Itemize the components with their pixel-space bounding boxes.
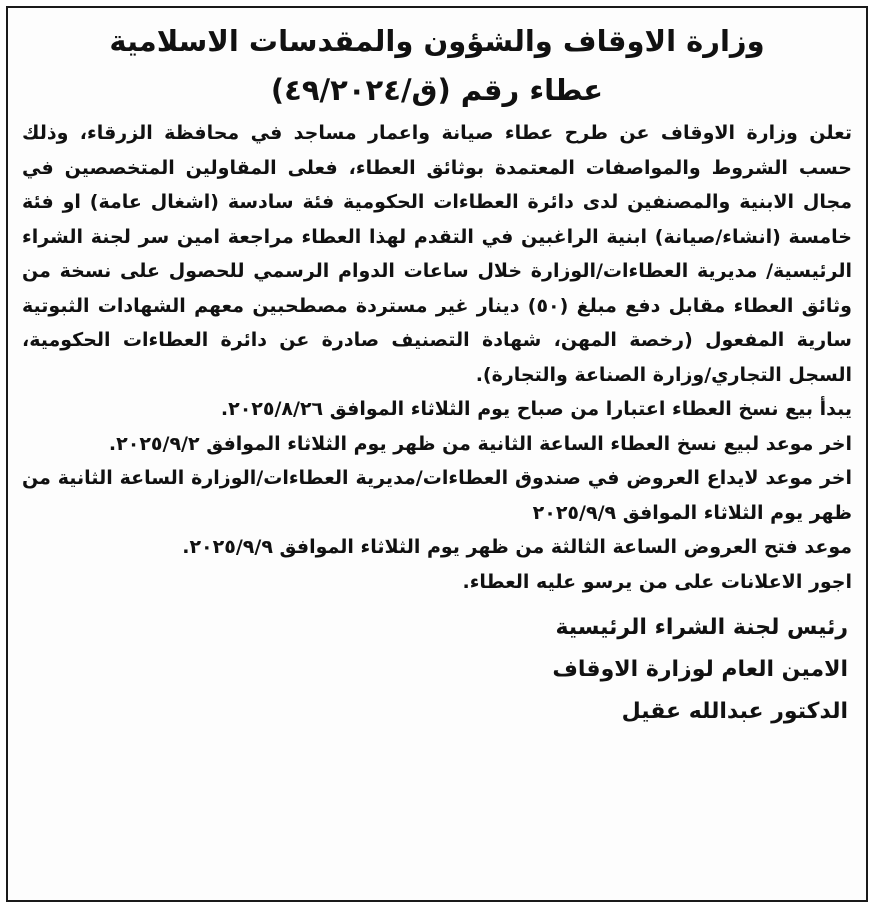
sale-end-paragraph: اخر موعد لبيع نسخ العطاء الساعة الثانية من ظهر يوم الثلاثاء الموافق ٢٠٢٥/٩/٢. (108, 432, 852, 455)
signature-block (22, 607, 852, 733)
notice-content (8, 8, 866, 733)
tender-notice (6, 6, 868, 902)
signature-title: رئيس لجنة الشراء الرئيسية (555, 615, 848, 640)
ads-fee-paragraph: اجور الاعلانات على من يرسو عليه العطاء. (462, 570, 852, 593)
opening-paragraph: موعد فتح العروض الساعة الثالثة من ظهر يوم الثلاثاء الموافق ٢٠٢٥/٩/٩. (182, 536, 852, 558)
signature-position: الامين العام لوزارة الاوقاف (552, 657, 848, 682)
intro-paragraph: تعلن وزارة الاوقاف عن طرح عطاء صيانة واعمار مساجد في محافظة الزرقاء، وذلك حسب الشروط والمواصفات المعتمدة بوثائق العطاء، فعلى المقاولين المتخصصين في مجال الابنية والمصنفين لدى دائرة العطاءات الحكومية فئة سادسة (اشغال عامة) او فئة خامسة (انشاء/صيانة) ابنية الراغبين في التقدم لهذا العطاء مراجعة امين سر لجنة الشراء الرئيسية/ مديرية العطاءات/الوزارة خلال ساعات الدوام الرسمي للحصول على نسخة من وثائق العطاء مقابل دفع مبلغ (٥٠) دينار غير مستردة مصطحبين معهم الشهادات الثبوتية سارية المفعول (رخصة المهن، شهادة التصنيف صادرة عن دائرة العطاءات الحكومية، السجل التجاري/وزارة الصناعة والتجارة). (22, 122, 852, 386)
tender-number: عطاء رقم (ق/٤٩/٢٠٢٤) (270, 73, 604, 107)
sale-start-paragraph: يبدأ بيع نسخ العطاء اعتبارا من صباح يوم الثلاثاء الموافق ٢٠٢٥/٨/٢٦. (220, 398, 852, 420)
deposit-deadline-paragraph: اخر موعد لايداع العروض في صندوق العطاءات/مديرية العطاءات/الوزارة الساعة الثانية من ظهر يوم الثلاثاء الموافق ٢٠٢٥/٩/٩ (22, 467, 852, 524)
signature-name: الدكتور عبدالله عقيل (621, 699, 848, 724)
notice-body (22, 116, 852, 599)
ministry-title: وزارة الاوقاف والشؤون والمقدسات الاسلامية (109, 24, 765, 58)
